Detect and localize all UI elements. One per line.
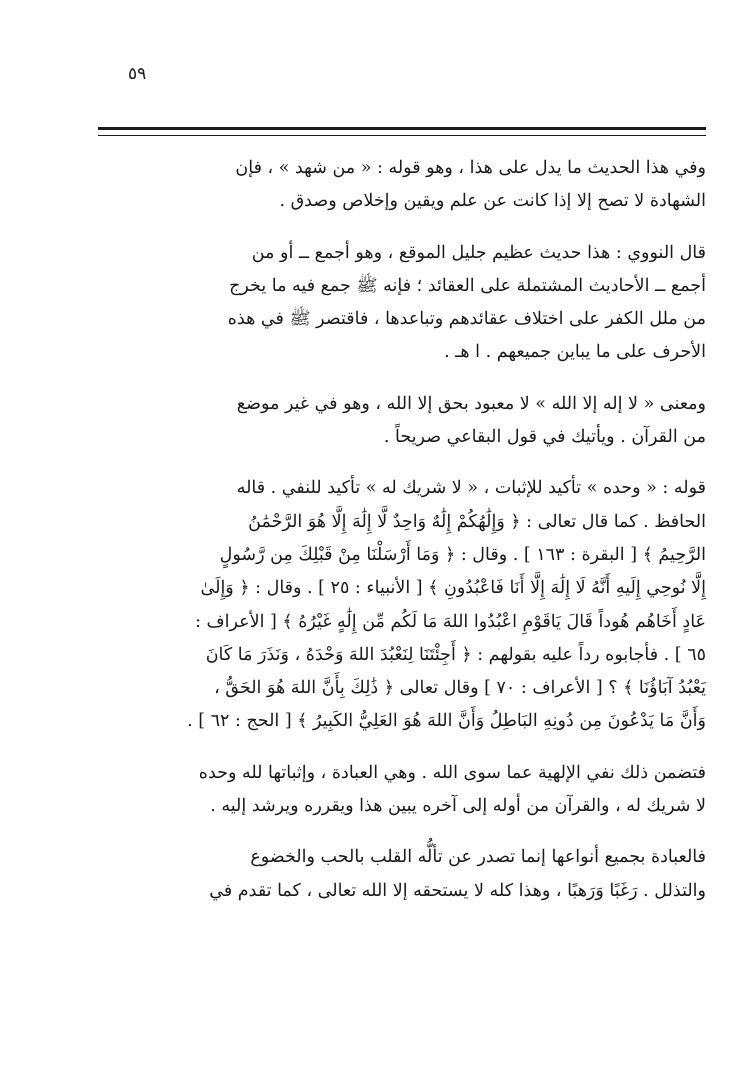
- paragraph: [84, 152, 706, 219]
- paragraph: [84, 237, 706, 370]
- text-line: الرَّحِيمُ ﴾ [ البقرة : ١٦٣ ] . وقال : ﴿ وَمَا أَرْسَلْنَا مِنْ قَبْلِكَ مِن رَّسُولٍ: [219, 544, 706, 565]
- text-line: الحافظ . كما قال تعالى : ﴿ وَإِلَٰهُكُمْ إِلَٰهٌ وَاحِدٌ لَّا إِلَٰهَ إِلَّا هُوَ الرَّحْمَٰنُ: [248, 511, 706, 532]
- text-line: يَعْبُدُ آبَاؤُنَا ﴾ ؟ [ الأعراف : ٧٠ ] وقال تعالى ﴿ ذَٰلِكَ بِأَنَّ اللهَ هُوَ الحَقُّ ،: [214, 678, 706, 699]
- text-line: فالعبادة بجميع أنواعها إنما تصدر عن تألُّه القلب بالحب والخضوع: [250, 847, 706, 868]
- text-line: الأحرف على ما يباين جميعهم . ا هـ .: [444, 342, 706, 363]
- page-number: ٥٩: [128, 64, 147, 84]
- paragraph: [84, 472, 706, 738]
- text-line: وَأَنَّ مَا يَدْعُونَ مِن دُونِهِ البَاطِلُ وَأَنَّ اللهَ هُوَ العَلِيُّ الكَبِيرُ ﴾ [ الحج : ٦٢ ] .: [187, 711, 706, 732]
- text-line: من ملل الكفر على اختلاف عقائدهم وتباعدها ، فاقتصر ﷺ في هذه: [227, 309, 706, 330]
- header-rule-thick: [98, 127, 706, 130]
- text-line: قوله : « وحده » تأكيد للإثبات ، « لا شريك له » تأكيد للنفي . قاله: [236, 478, 706, 499]
- text-line: فتضمن ذلك نفي الإلهية عما سوى الله . وهي العبادة ، وإثباتها لله وحده: [198, 762, 706, 783]
- text-line: قال النووي : هذا حديث عظيم جليل الموقع ، وهو أجمع ــ أو من: [251, 242, 706, 263]
- paragraph: [84, 388, 706, 455]
- text-line: أجمع ــ الأحاديث المشتملة على العقائد ؛ فإنه ﷺ جمع فيه ما يخرج: [229, 275, 706, 296]
- text-line: وفي هذا الحديث ما يدل على هذا ، وهو قوله : « من شهد » ، فإن: [235, 158, 706, 178]
- text-line: ٦٥ ] . فأجابوه رداً عليه بقولهم : ﴿ أَجِئْتَنَا لِنَعْبُدَ اللهَ وَحْدَهُ ، وَنَذَرَ مَا كَانَ: [205, 644, 706, 665]
- paragraph: [84, 757, 706, 824]
- body-text: [84, 152, 706, 908]
- paragraph: [84, 841, 706, 908]
- text-line: ومعنى « لا إله إلا الله » لا معبود بحق إلا الله ، وهو في غير موضع: [236, 393, 706, 414]
- text-line: عَادٍ أَخَاهُم هُوداً قَالَ يَاقَوْمِ اعْبُدُوا اللهَ مَا لَكُم مِّن إِلَٰهٍ غَيْرُهُ ﴾ [ الأعراف :: [195, 611, 706, 632]
- header-rule-thin: [98, 135, 706, 136]
- text-line: الشهادة لا تصح إلا إذا كانت عن علم ويقين وإخلاص وصدق .: [279, 191, 706, 212]
- text-line: إِلَّا نُوحِي إِلَيهِ أَنَّهُ لَا إِلَٰهَ إِلَّا أَنَا فَاعْبُدُونِ ﴾ [ الأنبياء : ٢٥ ] . وقال : ﴿ وَإِلَىٰ: [200, 578, 706, 599]
- text-line: والتذلل . رَغَبًا وَرَهبًا ، وهذا كله لا يستحقه إلا الله تعالى ، كما تقدم في: [209, 880, 706, 901]
- text-line: من القرآن . ويأتيك في قول البقاعي صريحاً .: [383, 427, 706, 448]
- text-line: لا شريك له ، والقرآن من أوله إلى آخره يبين هذا ويقرره ويرشد إليه .: [210, 796, 706, 817]
